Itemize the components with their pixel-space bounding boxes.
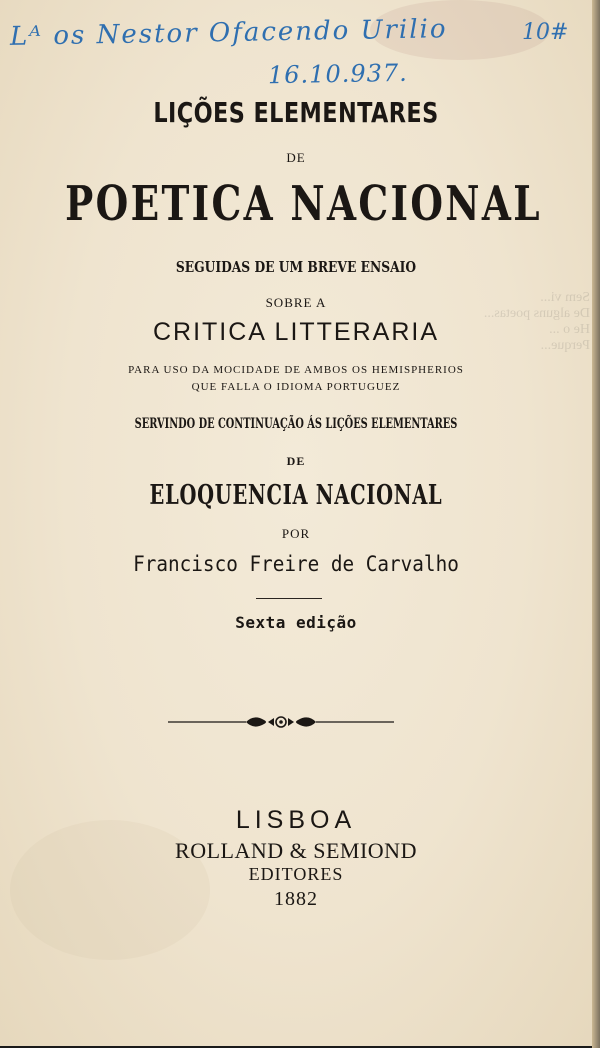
imprint-year: 1882 [274,888,318,910]
eloquencia-title: ELOQUENCIA NACIONAL [149,480,443,511]
author-name: Francisco Freire de Carvalho [133,552,459,576]
title-line-licoes: LIÇÕES ELEMENTARES [153,96,439,129]
edition-label: Sexta edição [235,613,357,632]
handwritten-inscription: Lᴬ os Nestor Ofacendo Urilio [9,14,448,52]
subtitle: SEGUIDAS DE UM BREVE ENSAIO [175,258,417,276]
scroll-ornament-icon [168,710,394,734]
handwritten-number: 10# [522,20,569,45]
critica-title: CRITICA LITTERARIA [152,318,440,346]
page-edge-shadow [592,0,600,1048]
main-title: POETICA NACIONAL [65,176,542,232]
imprint-city: LISBOA [235,806,357,834]
connector-de: DE [286,150,306,165]
connector-por: POR [281,526,311,541]
continuation-line: SERVINDO DE CONTINUAÇÃO ÁS LIÇÕES ELEMENTARES [134,416,458,432]
purpose-line-1: PARA USO DA MOCIDADE DE AMBOS OS HEMISPHERIOS [128,364,464,376]
connector-sobre: SOBRE A [265,295,327,310]
connector-de: DE [286,454,306,468]
purpose-line-2: QUE FALLA O IDIOMA PORTUGUEZ [191,381,401,393]
imprint-role: EDITORES [248,864,344,884]
ink-bleed-through: Sem vi... De alguns poetas... He o ... Perque... [483,290,590,353]
handwritten-date: 16.10.937. [267,58,409,90]
divider-rule [256,598,322,599]
imprint-publisher: ROLLAND & SEMIOND [175,838,417,863]
